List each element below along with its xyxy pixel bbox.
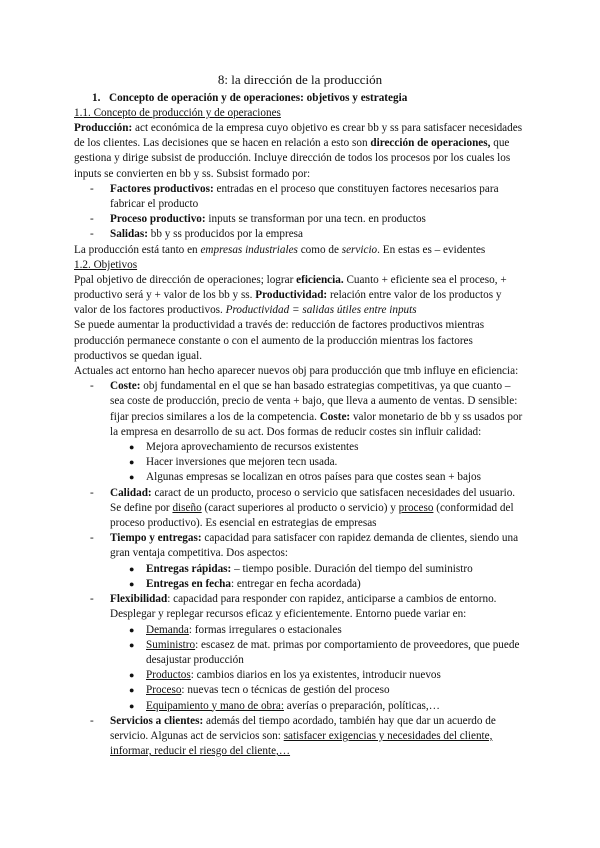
bullet-item <box>74 623 526 638</box>
dash-marker: - <box>90 213 94 226</box>
section-heading-text: Concepto de operación y de operaciones: objetivos y estrategia <box>109 92 408 104</box>
list-item <box>74 182 526 212</box>
bullet-item <box>74 440 526 455</box>
term-direccion-operaciones: dirección de operaciones, <box>370 137 491 150</box>
text: averías o preparación, políticas,… <box>283 699 440 712</box>
text: entradas en el proceso que constituyen factores necesarios para fabricar el producto <box>110 182 499 211</box>
term: Proceso <box>146 684 182 697</box>
text: : capacidad para responder con rapidez, anticiparse a cambios de entorno. Desplegar y replegar recursos eficaz y eficientemente. Entorno puede variar en: <box>110 593 497 621</box>
text: . En estas es – evidentes <box>377 243 486 256</box>
text: empresas industriales <box>200 243 298 256</box>
text: : nuevas tecn o técnicas de gestión del proceso <box>181 684 390 697</box>
list-item-coste <box>74 379 526 440</box>
text: servicio <box>341 243 378 256</box>
term: Proceso productivo: <box>110 213 206 226</box>
document-page <box>74 72 526 759</box>
bullet-icon: ● <box>129 457 135 468</box>
dash-marker: - <box>90 228 94 241</box>
term: Calidad: <box>110 486 152 499</box>
text: capacidad para satisfacer con rapidez demanda de clientes, siendo una gran ventaja competitiva. Dos aspectos: <box>110 532 519 560</box>
list-item <box>74 212 526 227</box>
text: : entregar en fecha acordada) <box>230 577 361 590</box>
bullet-item <box>74 577 526 592</box>
term: Entregas en fecha <box>146 577 231 590</box>
dash-marker: - <box>90 593 94 606</box>
text: obj fundamental en el que se han basado estrategias competitivas, ya que cuanto – sea coste de producción, precio de venta + bajo, que lleva a aumento de ventas. D sensible: fijar precios similares a los de la competencia. <box>110 380 518 423</box>
text: act económica de la empresa cuyo objetivo es crear bb y ss para satisfacer necesidades de los clientes. Las decisiones que se hacen en relación a esto son <box>74 122 523 150</box>
text: proceso <box>398 501 434 514</box>
bullet-item <box>74 699 526 714</box>
paragraph-presence <box>74 243 526 258</box>
term: Servicios a clientes: <box>110 714 204 727</box>
dash-marker: - <box>90 486 94 499</box>
bullet-icon: ● <box>129 442 135 453</box>
text: diseño <box>172 501 202 514</box>
dash-marker: - <box>90 182 94 195</box>
bullet-item <box>74 562 526 577</box>
subsection-heading-1-1: 1.1. Concepto de producción y de operaciones <box>74 107 281 119</box>
paragraph-produccion <box>74 121 526 182</box>
formula: Productividad = salidas útiles entre inputs <box>225 304 417 317</box>
bullet-icon: ● <box>129 700 135 711</box>
term: Productos <box>146 669 191 682</box>
dash-marker: - <box>90 714 94 727</box>
term: Suministro <box>146 638 196 651</box>
text: valor monetario de bb y ss usados por la empresa en desarrollo de su act. Dos formas de reducir costes sin influir calidad: <box>110 410 523 438</box>
text: : cambios diarios en los ya existentes, introducir nuevos <box>190 669 441 682</box>
bullet-item <box>74 638 526 668</box>
text: La producción está tanto en <box>74 243 201 256</box>
subsection-heading-1-2: 1.2. Objetivos <box>74 258 138 271</box>
bullet-item <box>74 470 526 485</box>
bullet-icon: ● <box>129 624 135 635</box>
bullet-item <box>74 668 526 683</box>
text: : formas irregulares o estacionales <box>188 623 342 636</box>
bullet-item <box>74 683 526 698</box>
paragraph-objetivos <box>74 273 526 319</box>
term: Factores productivos: <box>110 182 214 195</box>
bullet-icon: ● <box>129 639 135 650</box>
text: Cuanto + eficiente sea el proceso, + productivo será y + valor de los bb y ss. <box>74 273 507 302</box>
text: Algunas empresas se localizan en otros países para que costes sean + bajos <box>146 471 481 484</box>
list-item <box>74 227 526 242</box>
bullet-icon: ● <box>129 563 135 574</box>
term: Coste: <box>110 380 141 393</box>
term: eficiencia. <box>296 273 344 286</box>
text: bb y ss producidos por la empresa <box>147 228 303 241</box>
text: Hacer inversiones que mejoren tecn usada. <box>146 456 338 469</box>
list-item-servicios <box>74 714 526 760</box>
dash-marker: - <box>90 380 94 393</box>
term: Demanda <box>146 623 189 636</box>
bullet-item <box>74 455 526 470</box>
text: Ppal objetivo de dirección de operaciones; lograr <box>74 273 297 286</box>
bullet-icon: ● <box>129 578 135 589</box>
document-title: 8: la dirección de la producción <box>217 72 383 87</box>
section-heading-1 <box>92 91 526 106</box>
text: : escasez de mat. primas por comportamiento de proveedores, que puede desajustar producción <box>146 638 520 666</box>
text: Mejora aprovechamiento de recursos existentes <box>146 441 359 454</box>
dash-marker: - <box>90 532 94 545</box>
text: inputs se transforman por una tecn. en productos <box>205 213 426 226</box>
bullet-icon: ● <box>129 685 135 696</box>
term: Tiempo y entregas: <box>110 532 202 545</box>
term: Equipamiento y mano de obra: <box>146 699 284 712</box>
term: Entregas rápidas: <box>146 562 232 575</box>
text: (conformidad del proceso productivo). Es esencial en estrategias de empresas <box>110 501 514 530</box>
term: Coste: <box>319 410 351 423</box>
bullet-icon: ● <box>129 472 135 483</box>
text: caract de un producto, proceso o servicio que satisfacen necesidades del usuario. Se define por <box>110 486 516 514</box>
term-produccion: Producción: <box>74 122 133 134</box>
text: además del tiempo acordado, también hay que dar un acuerdo de servicio. Algunas act de servicios son: <box>110 714 496 742</box>
paragraph-actuales: Actuales act entorno han hecho aparecer nuevos obj para producción que tmb influye en eficiencia: <box>74 365 519 378</box>
list-item-calidad <box>74 486 526 532</box>
list-item-tiempo <box>74 531 526 561</box>
bullet-icon: ● <box>129 670 135 681</box>
term: Salidas: <box>110 228 148 241</box>
text: relación entre valor de los productos y valor de los factores productivos. <box>74 289 502 317</box>
term: Productividad: <box>255 289 328 302</box>
text: que gestiona y dirige subsist de producción. Incluye dirección de todos los procesos por los cuales los inputs se convierten en bb y ss. Subsist formado por: <box>74 137 511 180</box>
term: Flexibilidad <box>110 593 168 606</box>
text: – tiempo posible. Duración del tiempo del suministro <box>231 562 473 575</box>
paragraph-aumentar: Se puede aumentar la productividad a través de: reducción de factores productivos mientras producción permanece constante o con el aumento de la producción mientras los factores productivos se quedan igual. <box>74 319 485 362</box>
list-item-flexibilidad <box>74 592 526 622</box>
text: satisfacer exigencias y necesidades del cliente, informar, reducir el riesgo del cliente,… <box>110 729 493 758</box>
text: (caract superiores al producto o servicio) y <box>201 501 399 514</box>
section-number: 1. <box>92 92 101 104</box>
text: como de <box>297 243 342 256</box>
